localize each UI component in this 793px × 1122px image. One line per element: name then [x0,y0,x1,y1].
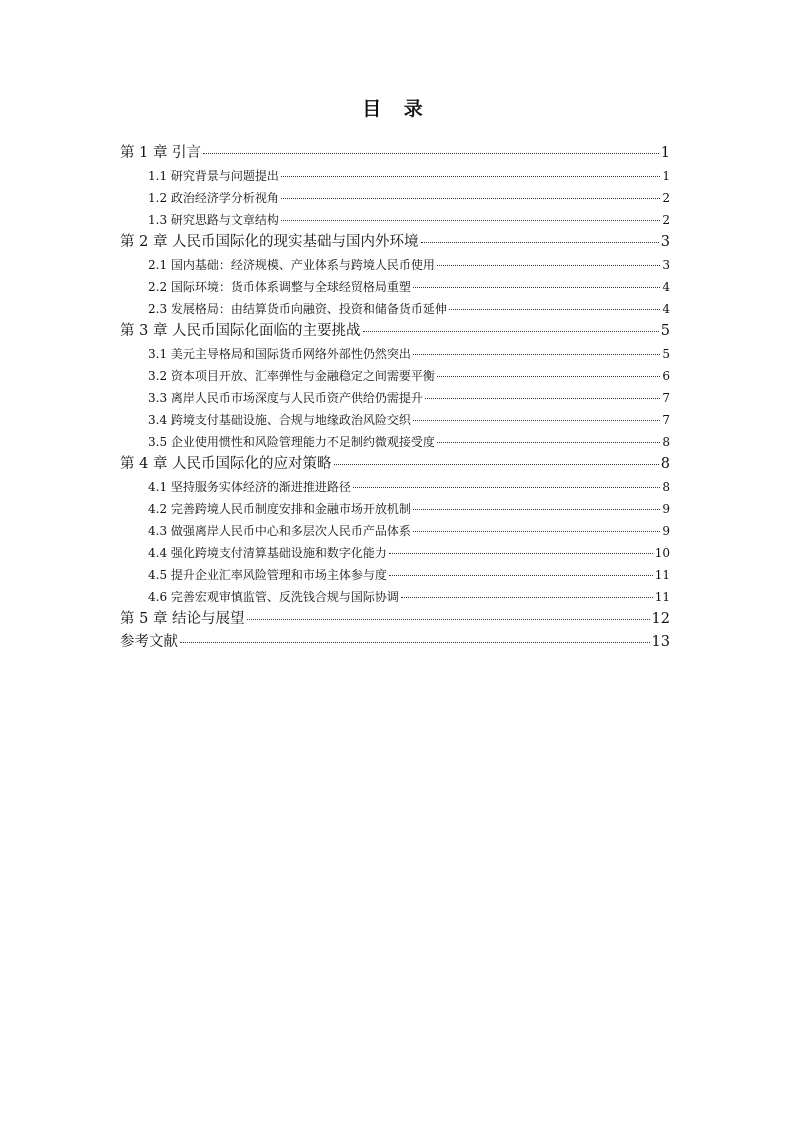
toc-entry-label: 2.3 发展格局：由结算货币向融资、投资和储备货币延伸 [148,302,447,316]
toc-entry-page-number: 13 [651,634,670,650]
toc-section-entry[interactable] [120,564,670,586]
toc-entry-page-number: 11 [654,590,670,604]
toc-entry-page-number: 2 [662,213,670,227]
toc-section-entry[interactable] [120,254,670,276]
toc-section-entry[interactable] [120,276,670,298]
dot-leader [247,619,650,620]
dot-leader [413,531,660,532]
toc-section-entry[interactable] [120,409,670,431]
toc-entry-page-number: 6 [662,369,670,383]
toc-chapter-entry[interactable] [120,320,670,343]
toc-entry-label: 4.3 做强离岸人民币中心和多层次人民币产品体系 [148,524,411,538]
toc-entry-label: 4.6 完善宏观审慎监管、反洗钱合规与国际协调 [148,590,399,604]
toc-entry-page-number: 2 [662,191,670,205]
toc-entry-label: 第 3 章 人民币国际化面临的主要挑战 [120,323,361,339]
dot-leader [389,553,653,554]
toc-entry-label: 第 1 章 引言 [120,145,202,161]
toc-section-entry[interactable] [120,542,670,564]
toc-entry-label: 参考文献 [120,634,178,650]
toc-entry-page-number: 4 [662,280,670,294]
toc-section-entry[interactable] [120,343,670,365]
toc-entry-page-number: 3 [660,234,670,250]
toc-entry-page-number: 7 [662,413,670,427]
toc-section-entry[interactable] [120,520,670,542]
dot-leader [389,575,653,576]
toc-entry-page-number: 8 [662,480,670,494]
toc-entry-label: 3.1 美元主导格局和国际货币网络外部性仍然突出 [148,347,411,361]
dot-leader [401,597,653,598]
toc-entry-label: 2.2 国际环境：货币体系调整与全球经贸格局重塑 [148,280,411,294]
toc-entry-page-number: 9 [662,502,670,516]
dot-leader [363,331,659,332]
table-of-contents [120,142,670,654]
toc-entry-label: 第 5 章 结论与展望 [120,611,245,627]
toc-entry-page-number: 12 [651,611,670,627]
toc-entry-label: 3.5 企业使用惯性和风险管理能力不足制约微观接受度 [148,435,435,449]
dot-leader [413,420,660,421]
toc-section-entry[interactable] [120,476,670,498]
toc-section-entry[interactable] [120,365,670,387]
toc-entry-page-number: 8 [660,456,670,472]
toc-entry-label: 1.2 政治经济学分析视角 [148,191,279,205]
dot-leader [421,242,659,243]
toc-entry-label: 4.4 强化跨境支付清算基础设施和数字化能力 [148,546,387,560]
toc-entry-label: 4.1 坚持服务实体经济的渐进推进路径 [148,480,351,494]
toc-section-entry[interactable] [120,431,670,453]
toc-entry-label: 3.3 离岸人民币市场深度与人民币资产供给仍需提升 [148,391,423,405]
toc-entry-label: 4.2 完善跨境人民币制度安排和金融市场开放机制 [148,502,411,516]
dot-leader [413,287,660,288]
dot-leader [180,642,650,643]
toc-chapter-entry[interactable] [120,453,670,476]
page-title: 目 录 [362,98,431,120]
toc-chapter-entry[interactable] [120,608,670,631]
toc-section-entry[interactable] [120,387,670,409]
dot-leader [281,176,660,177]
toc-entry-page-number: 10 [654,546,670,560]
dot-leader [334,464,659,465]
dot-leader [281,220,660,221]
toc-chapter-entry[interactable] [120,231,670,254]
toc-entry-label: 4.5 提升企业汇率风险管理和市场主体参与度 [148,568,387,582]
toc-entry-page-number: 8 [662,435,670,449]
dot-leader [281,198,660,199]
toc-entry-page-number: 1 [662,169,670,183]
toc-entry-page-number: 3 [662,258,670,272]
toc-section-entry[interactable] [120,187,670,209]
toc-entry-label: 第 4 章 人民币国际化的应对策略 [120,456,332,472]
toc-entry-label: 1.3 研究思路与文章结构 [148,213,279,227]
dot-leader [437,442,660,443]
toc-entry-label: 第 2 章 人民币国际化的现实基础与国内外环境 [120,234,419,250]
toc-chapter-entry[interactable] [120,631,670,654]
dot-leader [449,309,660,310]
dot-leader [203,153,659,154]
toc-entry-page-number: 4 [662,302,670,316]
toc-entry-label: 3.4 跨境支付基础设施、合规与地缘政治风险交织 [148,413,411,427]
toc-section-entry[interactable] [120,165,670,187]
toc-entry-label: 3.2 资本项目开放、汇率弹性与金融稳定之间需要平衡 [148,369,435,383]
toc-section-entry[interactable] [120,586,670,608]
dot-leader [437,265,660,266]
toc-entry-page-number: 5 [662,347,670,361]
dot-leader [413,354,660,355]
dot-leader [437,376,660,377]
toc-entry-page-number: 5 [660,323,670,339]
toc-entry-page-number: 1 [660,145,670,161]
toc-section-entry[interactable] [120,209,670,231]
toc-entry-page-number: 9 [662,524,670,538]
toc-entry-page-number: 7 [662,391,670,405]
toc-entry-page-number: 11 [654,568,670,582]
toc-section-entry[interactable] [120,498,670,520]
toc-entry-label: 2.1 国内基础：经济规模、产业体系与跨境人民币使用 [148,258,435,272]
toc-section-entry[interactable] [120,298,670,320]
toc-entry-label: 1.1 研究背景与问题提出 [148,169,279,183]
dot-leader [413,509,660,510]
toc-chapter-entry[interactable] [120,142,670,165]
dot-leader [425,398,660,399]
dot-leader [353,487,660,488]
